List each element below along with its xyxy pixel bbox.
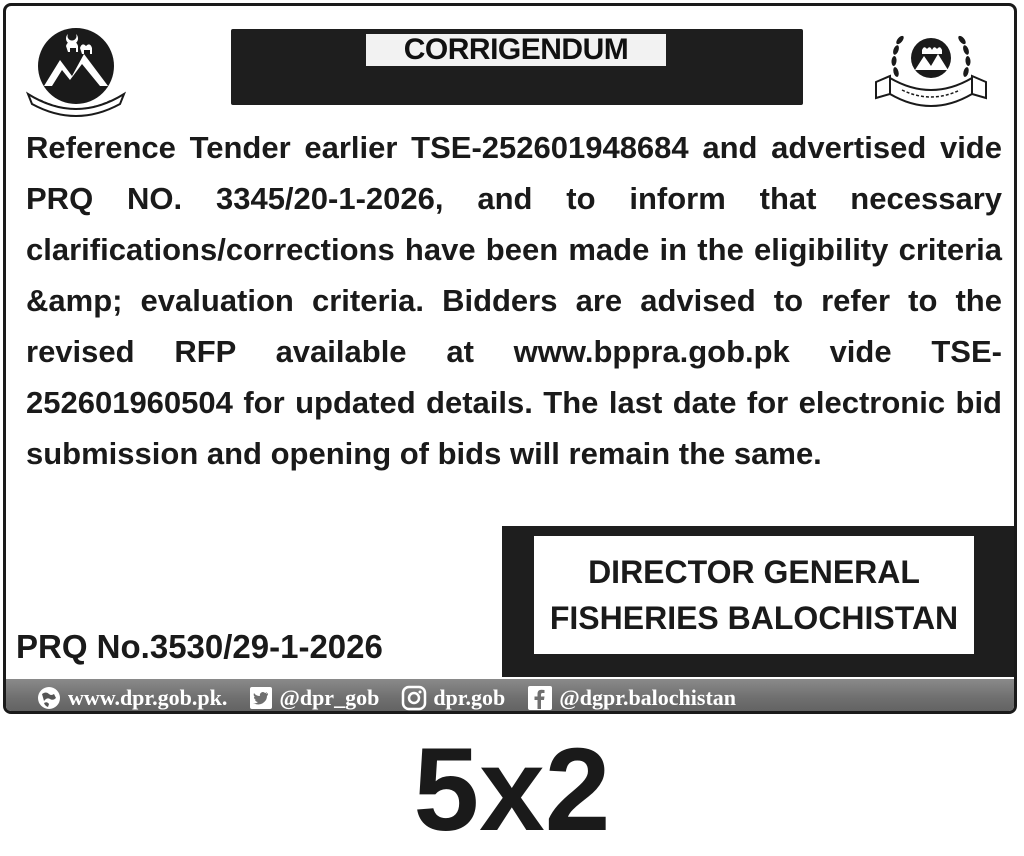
- facebook-icon: [527, 685, 553, 711]
- advertisement-frame: [3, 3, 1017, 714]
- signatory-department: FISHERIES BALOCHISTAN: [549, 600, 959, 636]
- footer-twitter: [249, 685, 379, 711]
- signatory-title: DIRECTOR GENERAL: [588, 554, 920, 590]
- instagram-handle: dpr.gob: [433, 685, 506, 710]
- corrigendum-body-text: Reference Tender earlier TSE-252601948684 and advertised vide PRQ NO. 3345/20-1-2026, and to inform that necessary clarifications/corrections have been made in the eligibility criteria &amp; evaluation criteria. Bidders are advised to refer to the revised RFP available at www.bppra.gob.pk vide TSE-252601960504 for updated details. The last date for electronic bid submission and opening of bids will remain the same.: [26, 130, 1002, 471]
- footer-contact-strip: [6, 679, 1017, 714]
- dgpr-emblem-logo: [872, 20, 990, 120]
- footer-instagram: [401, 685, 505, 711]
- signature-inner: [534, 536, 974, 654]
- instagram-icon: [401, 685, 427, 711]
- ad-size-label: 5x2: [413, 724, 611, 856]
- twitter-handle: @dpr_gob: [279, 685, 380, 710]
- facebook-handle: @dgpr.balochistan: [559, 685, 737, 710]
- signature-block: [502, 526, 1017, 677]
- footer-facebook: [527, 685, 736, 711]
- twitter-icon: [249, 686, 273, 710]
- website-link: www.dpr.gob.pk.: [68, 685, 228, 710]
- footer-website: [36, 685, 227, 711]
- title-banner: [231, 29, 803, 105]
- prq-number: PRQ No.3530/29-1-2026: [16, 628, 383, 665]
- globe-icon: [36, 685, 62, 711]
- page-title: CORRIGENDUM: [366, 34, 666, 66]
- balochistan-emblem-logo: [22, 20, 126, 120]
